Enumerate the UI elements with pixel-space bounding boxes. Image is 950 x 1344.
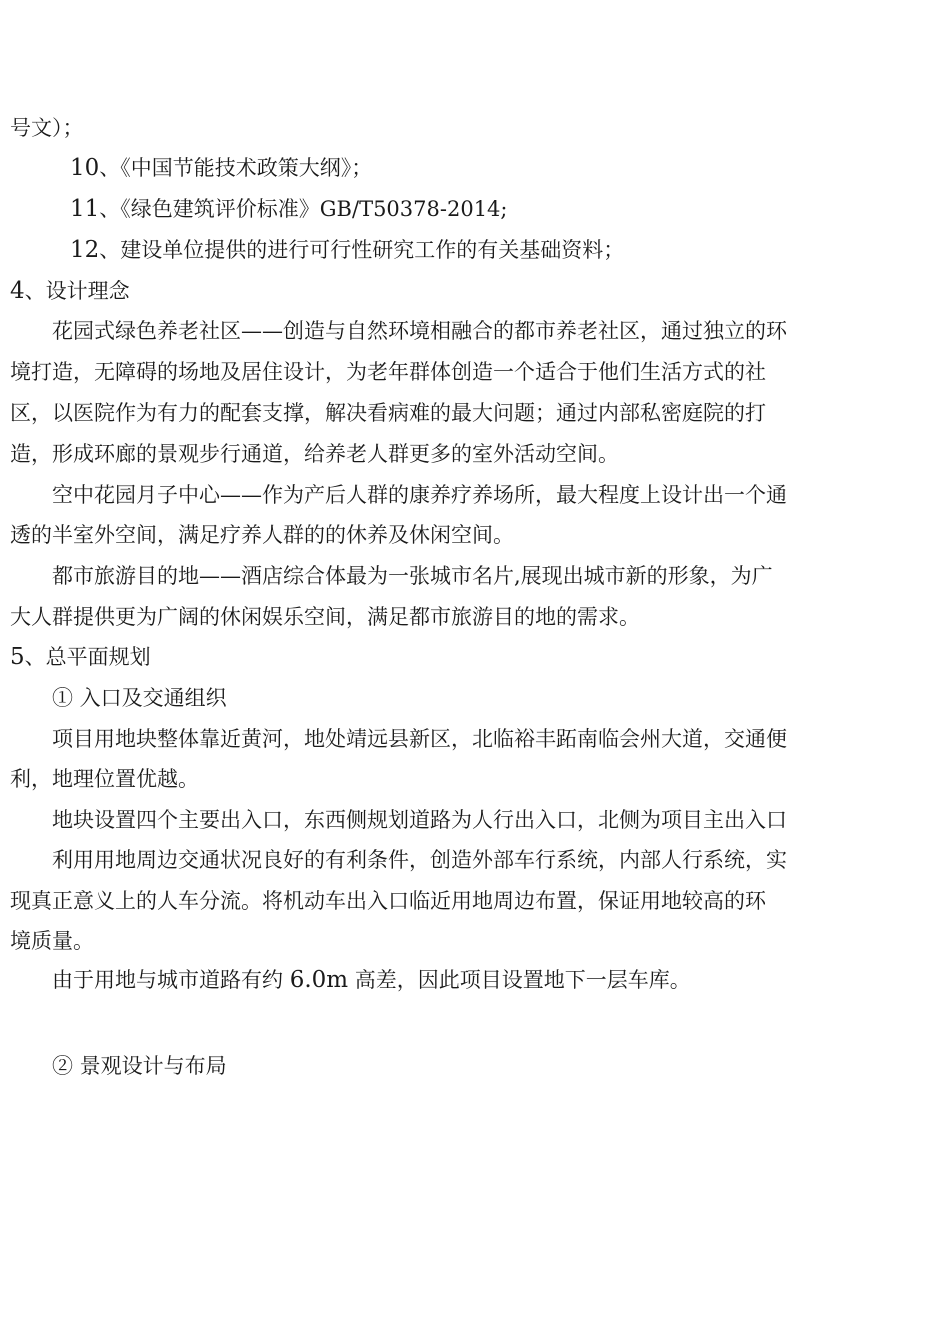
paragraph-line: 境打造，无障碍的场地及居住设计，为老年群体创造一个适合于他们生活方式的社	[10, 360, 766, 384]
paragraph-line: 利，地理位置优越。	[10, 767, 199, 791]
subsection-heading: ② 景观设计与布局	[52, 1054, 227, 1078]
paragraph-line: 花园式绿色养老社区——创造与自然环境相融合的都市养老社区，通过独立的环	[52, 319, 787, 343]
reference-item-10: 10、《中国节能技术政策大纲》；	[70, 155, 373, 181]
text-line: 号文）；	[10, 116, 84, 140]
paragraph-line: 境质量。	[10, 929, 94, 953]
paragraph-line: 空中花园月子中心——作为产后人群的康养疗养场所，最大程度上设计出一个通	[52, 483, 787, 507]
paragraph-line: 都市旅游目的地——酒店综合体最为一张城市名片,展现出城市新的形象，为广	[52, 564, 773, 588]
paragraph-line: 由于用地与城市道路有约 6.0m 高差，因此项目设置地下一层车库。	[52, 967, 691, 993]
paragraph-line: 区，以医院作为有力的配套支撑，解决看病难的最大问题；通过内部私密庭院的打	[10, 401, 766, 425]
paragraph-line: 现真正意义上的人车分流。将机动车出入口临近用地周边布置，保证用地较高的环	[10, 889, 766, 913]
paragraph-line: 透的半室外空间，满足疗养人群的的休养及休闲空间。	[10, 523, 514, 547]
paragraph-line: 利用用地周边交通状况良好的有利条件，创造外部车行系统，内部人行系统，实	[52, 848, 787, 872]
paragraph-line: 项目用地块整体靠近黄河，地处靖远县新区，北临裕丰跖南临会州大道，交通便	[52, 727, 787, 751]
section-heading-5: 5、总平面规划	[10, 644, 151, 670]
paragraph-line: 大人群提供更为广阔的休闲娱乐空间，满足都市旅游目的地的需求。	[10, 605, 640, 629]
reference-item-12: 12、建设单位提供的进行可行性研究工作的有关基础资料；	[70, 237, 625, 263]
section-heading-4: 4、设计理念	[10, 278, 130, 304]
paragraph-line: 地块设置四个主要出入口，东西侧规划道路为人行出入口，北侧为项目主出入口	[52, 808, 787, 832]
subsection-heading: ① 入口及交通组织	[52, 686, 227, 710]
paragraph-line: 造，形成环廊的景观步行通道，给养老人群更多的室外活动空间。	[10, 442, 619, 466]
reference-item-11: 11、《绿色建筑评价标准》GB/T50378-2014;	[70, 196, 508, 222]
